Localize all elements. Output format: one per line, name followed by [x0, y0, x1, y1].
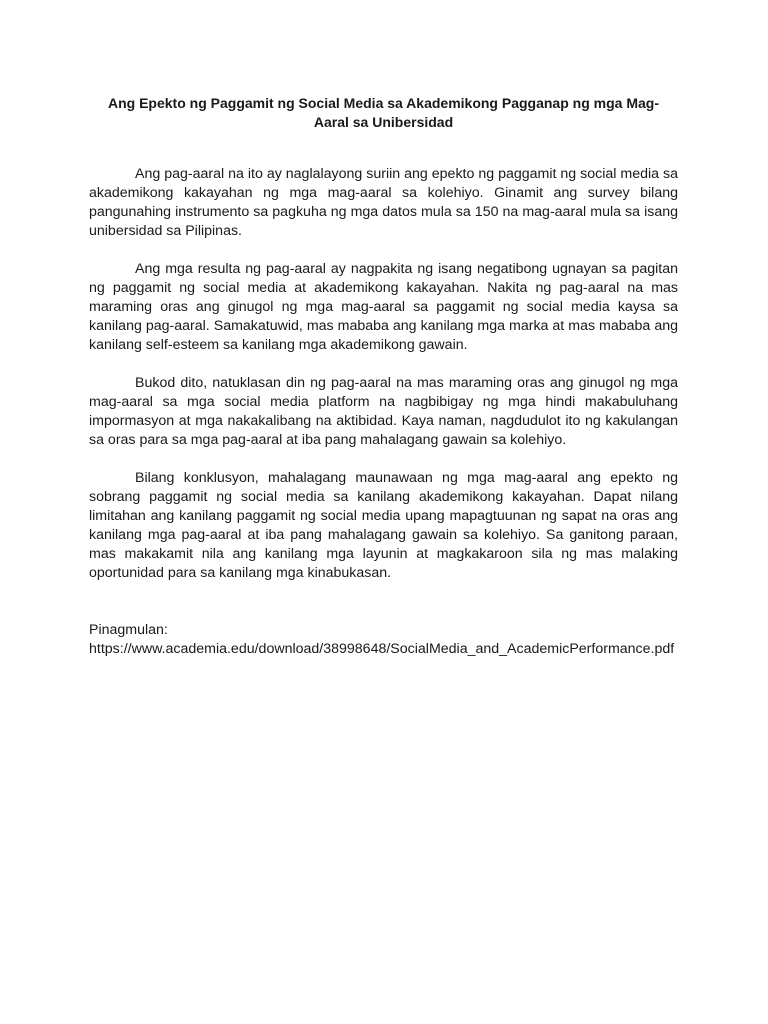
paragraph-findings: Bukod dito, natuklasan din ng pag-aaral na mas maraming oras ang ginugol ng mga mag-aaral sa mga social media platform na nagbibigay ng mga hindi makabuluhang impormasyon at mga nakakalibang na aktibidad. Kaya naman, nagdudulot ito ng kakulangan sa oras para sa mga pag-aaral at iba pang mahalagang gawain sa kolehiyo.: [89, 375, 678, 448]
source-section: [89, 621, 678, 659]
document-title: Ang Epekto ng Paggamit ng Social Media sa Akademikong Pagganap ng mga Mag-Aaral sa Unibersidad: [107, 95, 659, 130]
source-label: Pinagmulan:: [89, 622, 168, 638]
paragraph-conclusion: Bilang konklusyon, mahalagang maunawaan ng mga mag-aaral ang epekto ng sobrang paggamit ng social media sa kanilang akademikong kakayahan. Dapat nilang limitahan ang kanilang paggamit ng social media upang mapagtuunan ng sapat na oras ang kanilang mga pag-aaral at iba pang mahalagang gawain sa kolehiyo. Sa ganitong paraan, mas makakamit nila ang kanilang mga layunin at magkakaroon sila ng mas malaking oportunidad para sa kanilang mga kinabukasan.: [89, 470, 678, 581]
source-url: https://www.academia.edu/download/38998648/SocialMedia_and_AcademicPerformance.pdf: [89, 641, 675, 657]
paragraph-results: Ang mga resulta ng pag-aaral ay nagpakita ng isang negatibong ugnayan sa pagitan ng paggamit ng social media at akademikong kakayahan. Nakita ng pag-aaral na mas maraming oras ang ginugol ng mga mag-aaral sa paggamit ng social media kaysa sa kanilang pag-aaral. Samakatuwid, mas mababa ang kanilang mga marka at mas mababa ang kanilang self-esteem sa kanilang mga akademikong gawain.: [89, 261, 678, 353]
paragraph-introduction: Ang pag-aaral na ito ay naglalayong suriin ang epekto ng paggamit ng social media sa akademikong kakayahan ng mga mag-aaral sa kolehiyo. Ginamit ang survey bilang pangunahing instrumento sa pagkuha ng mga datos mula sa 150 na mag-aaral mula sa isang unibersidad sa Pilipinas.: [89, 166, 678, 239]
